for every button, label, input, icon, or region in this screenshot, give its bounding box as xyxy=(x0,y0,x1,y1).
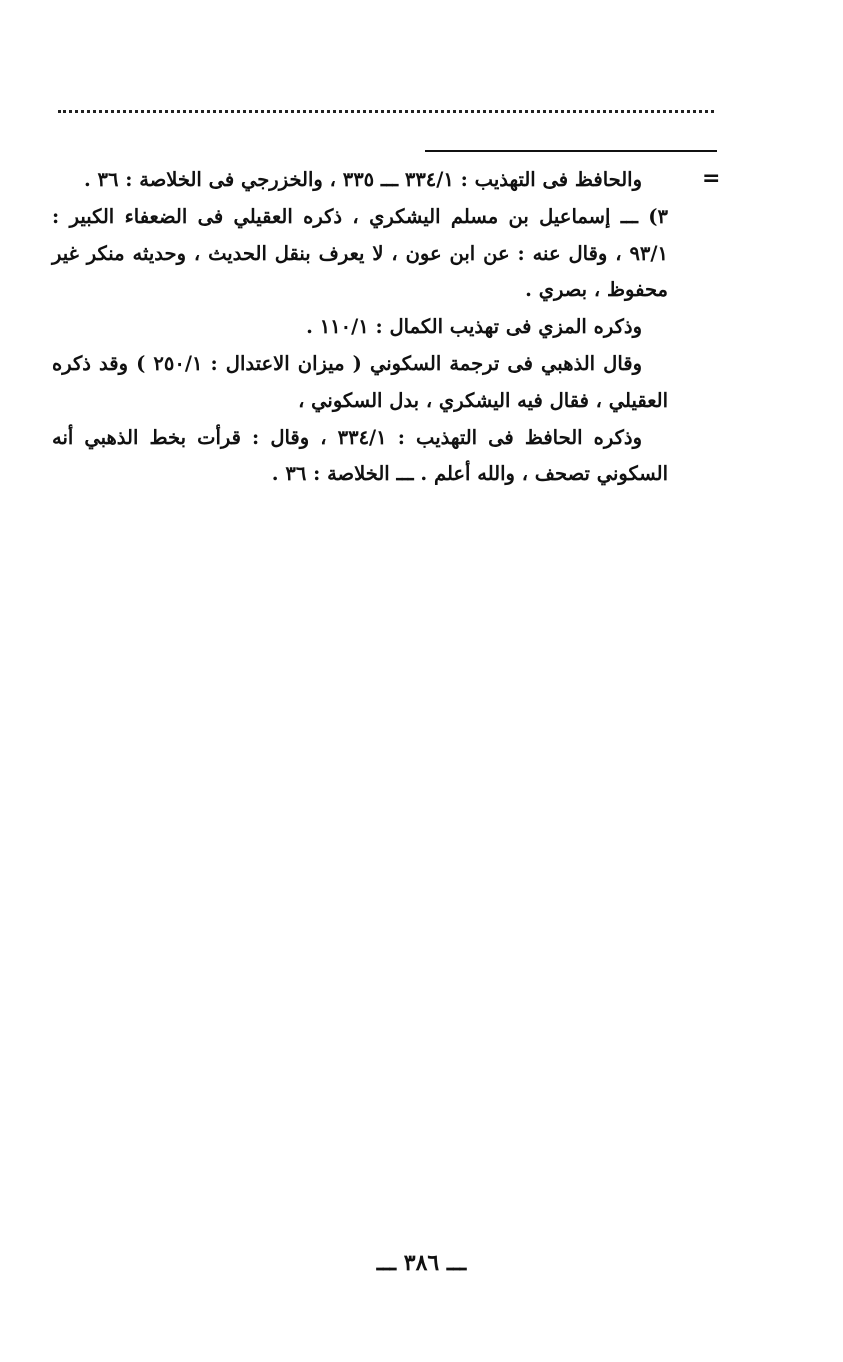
footnote-paragraph-3: وذكره المزي فى تهذيب الكمال : ١١٠/١ . xyxy=(306,315,642,339)
footnotes-block xyxy=(52,162,668,493)
footnote-separator xyxy=(425,150,717,152)
footnote-paragraph-5: وذكره الحافظ فى التهذيب : ٣٣٤/١ ، وقال : قرأت بخط الذهبي أنه السكوني تصحف ، والله أعلم . ـــ الخلاصة : ٣٦ . xyxy=(52,425,668,486)
footnote-paragraph-2: ٣) ـــ إسماعيل بن مسلم اليشكري ، ذكره العقيلي فى الضعفاء الكبير : ٩٣/١ ، وقال عنه : عن ابن عون ، لا يعرف بنقل الحديث ، وحديثه منكر غير محفوظ ، بصري . xyxy=(52,204,668,302)
footnote-paragraph-4: وقال الذهبي فى ترجمة السكوني ( ميزان الاعتدال : ٢٥٠/١ ) وقد ذكره العقيلي ، فقال فيه اليشكري ، بدل السكوني ، xyxy=(52,351,668,412)
page-number: ـــ ٣٨٦ ـــ xyxy=(376,1250,467,1276)
dotted-separator xyxy=(58,110,714,113)
continuation-mark: = xyxy=(702,166,721,191)
footnote-paragraph-1: والحافظ فى التهذيب : ٣٣٤/١ ـــ ٣٣٥ ، والخزرجي فى الخلاصة : ٣٦ . xyxy=(83,168,642,191)
